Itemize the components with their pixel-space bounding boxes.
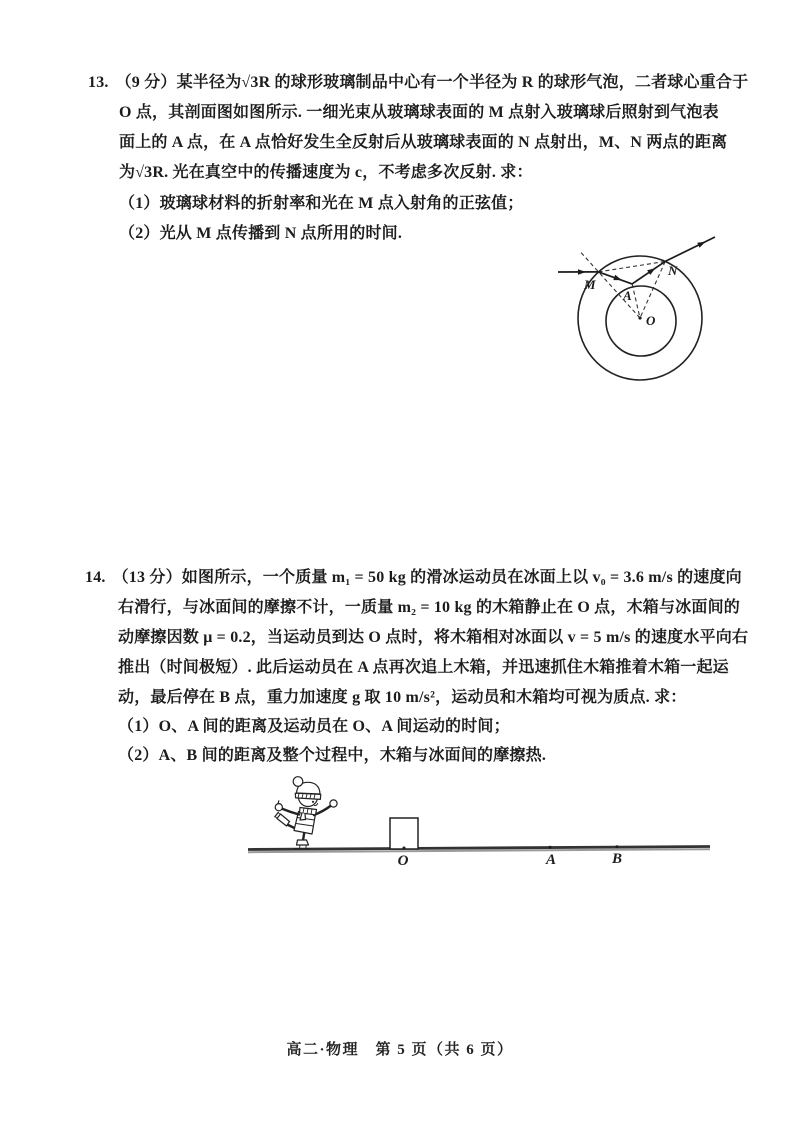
label-m: M [584, 277, 596, 292]
skater-front-boot [297, 840, 309, 845]
label-a: A [623, 288, 632, 303]
chord-mn-dashed [599, 261, 666, 272]
skater-back-blade-support-2 [278, 813, 280, 815]
label-point-a: A [545, 852, 557, 868]
inner-bubble-circle [606, 286, 676, 356]
skater-left-arm [282, 809, 300, 815]
q14-line-1 [85, 567, 742, 588]
q14-line-5: 动，最后停在 B 点，重力加速度 g 取 10 m/s²，运动员和木箱均可视为质点. 求： [118, 689, 687, 706]
q14-line-1-text: （13 分）如图所示，一个质量 m₁ = 50 kg 的滑冰运动员在冰面上以 v₀ = 3.6 m/s 的速度向 [112, 569, 742, 586]
skater-illustration [275, 777, 337, 849]
q14-line-3: 动摩擦因数 μ = 0.2，当运动员到达 O 点时，将木箱相对冰面以 v = 5 m/s 的速度水平向右 [118, 629, 749, 646]
q14-sub-question-2: （2）A、B 间的距离及整个过程中，木箱与冰面间的摩擦热. [118, 747, 547, 764]
q13-line-4: 为√3R. 光在真空中的传播速度为 c，不考虑多次反射. 求： [119, 164, 533, 181]
radius-ao-dashed [632, 284, 640, 318]
skater-back-blade-support-1 [275, 817, 277, 819]
skater-hat-pompom [293, 777, 303, 787]
incident-ray-arrowhead [578, 269, 586, 275]
page-footer: 高二·物理 第 5 页（共 6 页） [286, 1042, 514, 1058]
skater-back-boot [277, 814, 290, 826]
q13-line-1-text: （9 分）某半径为√3R 的球形玻璃制品中心有一个半径为 R 的球形气泡，二者球心重合于 [115, 74, 749, 91]
q14-sub-question-1: （1）O、A 间的距离及运动员在 O、A 间运动的时间； [118, 718, 510, 735]
skater-blade-support-1 [300, 845, 301, 849]
q13-number: 13. [88, 74, 109, 91]
q14-number: 14. [85, 569, 106, 586]
label-point-b: B [611, 851, 623, 867]
exit-ray [665, 237, 715, 261]
reflected-ray-a-to-n [632, 261, 665, 284]
label-point-o: O [397, 853, 409, 869]
q13-line-1 [88, 72, 748, 93]
q13-optics-figure [550, 226, 750, 406]
point-a-dot [549, 846, 552, 849]
label-n: N [668, 263, 678, 278]
refracted-ray-arrowhead [613, 275, 622, 280]
label-o: O [646, 313, 656, 328]
q14-line-4: 推出（时间极短）. 此后运动员在 A 点再次追上木箱，并迅速抓住木箱推着木箱一起运 [118, 659, 729, 676]
wooden-box [390, 818, 418, 849]
q13-line-2: O 点，其剖面图如图所示. 一细光束从玻璃球表面的 M 点射入玻璃球后照射到气泡表 [119, 104, 719, 121]
point-b-dot [616, 845, 619, 848]
skater-right-mitten [330, 800, 337, 807]
center-o-dot [638, 316, 641, 319]
q14-line-2: 右滑行，与冰面间的摩擦不计，一质量 m₂ = 10 kg 的木箱静止在 O 点，木箱与冰面间的 [118, 599, 740, 616]
skater-left-thumb [278, 801, 279, 804]
exit-ray-arrowhead [697, 242, 705, 248]
q13-sub-question-2: （2）光从 M 点传播到 N 点所用的时间. [119, 225, 403, 242]
q13-sub-question-1: （1）玻璃球材料的折射率和光在 M 点入射角的正弦值； [119, 195, 524, 212]
point-o-dot [403, 847, 406, 850]
q14-skater-figure [240, 770, 720, 870]
skater-back-blade [275, 812, 279, 817]
q13-line-3: 面上的 A 点，在 A 点恰好发生全反射后从玻璃球表面的 N 点射出，M、N 两点的距离 [119, 134, 728, 151]
skater-eye [312, 801, 314, 803]
skater-left-mitten [275, 804, 282, 811]
